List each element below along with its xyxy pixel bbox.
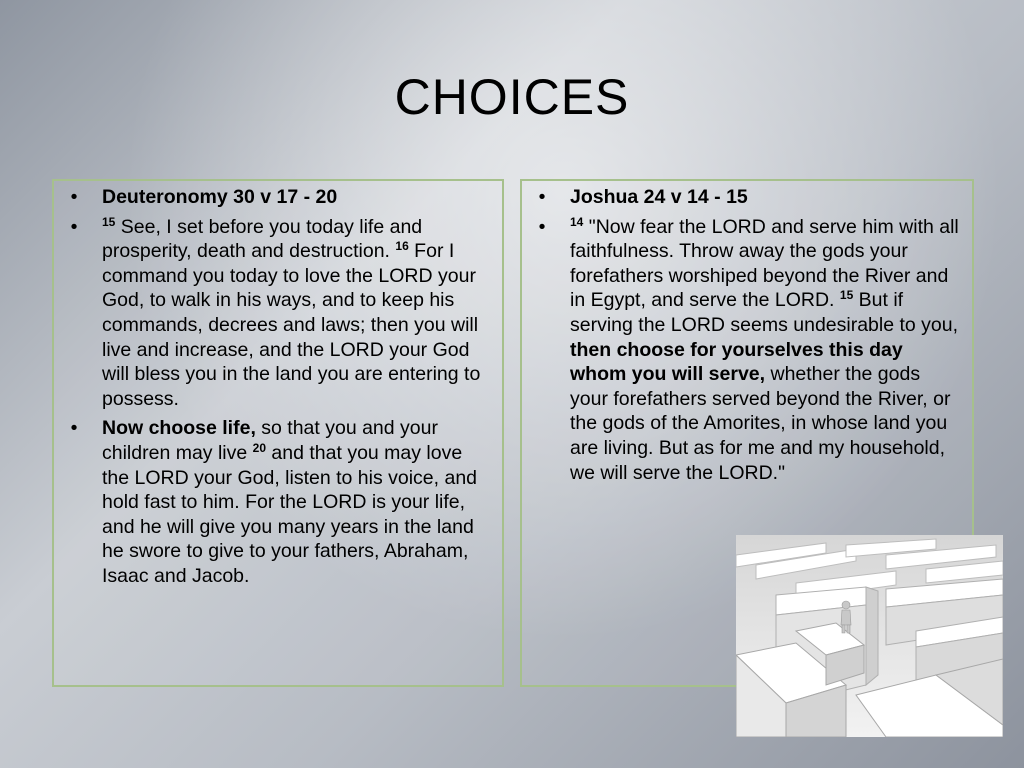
list-item <box>64 215 492 412</box>
verse-text: and that you may love the LORD your God, listen to his voice, and hold fast to him. For the LORD is your life, and he will give you many years in the land he swore to give to your fathers, Abraham, Isaac and Jacob. <box>102 441 478 587</box>
bullet-icon: • <box>70 215 78 238</box>
verse-number: 15 <box>102 214 116 229</box>
maze-icon <box>736 535 1003 737</box>
verse-text: But if serving the LORD seems undesirable to you, <box>570 289 959 336</box>
slide-title: CHOICES <box>394 69 630 125</box>
maze-image <box>736 535 1003 737</box>
bullet-icon: • <box>538 186 546 208</box>
left-text-panel <box>52 179 504 687</box>
verse-text: so that you and your children may live <box>102 417 438 464</box>
bullet-icon: • <box>70 186 78 208</box>
emphasis-text: then choose for yourselves this day whom you will serve, <box>570 338 903 386</box>
verse-number: 14 <box>570 214 584 229</box>
bullet-icon: • <box>70 417 78 440</box>
verse-text: See, I set before you today life and prosperity, death and destruction. <box>102 215 423 263</box>
scripture-reference: Deuteronomy 30 v 17 - 20 <box>102 186 338 208</box>
scripture-reference: Joshua 24 v 14 - 15 <box>570 186 748 208</box>
verse-text: For I command you today to love the LORD your God, to walk in his ways, and to keep his commands, decrees and laws; then you will live and increase, and the LORD your God will bless you in the land you are entering to possess. <box>102 240 481 410</box>
left-bullet-list <box>54 181 502 589</box>
emphasis-text: Now choose life, <box>102 417 256 440</box>
right-bullet-list <box>522 181 972 485</box>
verse-number: 15 <box>839 288 854 303</box>
list-item <box>532 185 962 210</box>
verse-number: 20 <box>252 440 266 455</box>
list-item <box>64 185 492 210</box>
list-item <box>64 416 492 588</box>
verse-text: whether the gods your forefathers served beyond the River, or the gods of the Amorites, in whose land you are living. But as for me and my household, we will serve the LORD." <box>570 363 951 484</box>
list-item <box>532 215 962 486</box>
verse-text: "Now fear the LORD and serve him with all faithfulness. Throw away the gods your forefathers worshiped beyond the River and in Egypt, and serve the LORD. <box>570 215 959 312</box>
verse-number: 16 <box>395 239 409 254</box>
bullet-icon: • <box>538 215 546 238</box>
